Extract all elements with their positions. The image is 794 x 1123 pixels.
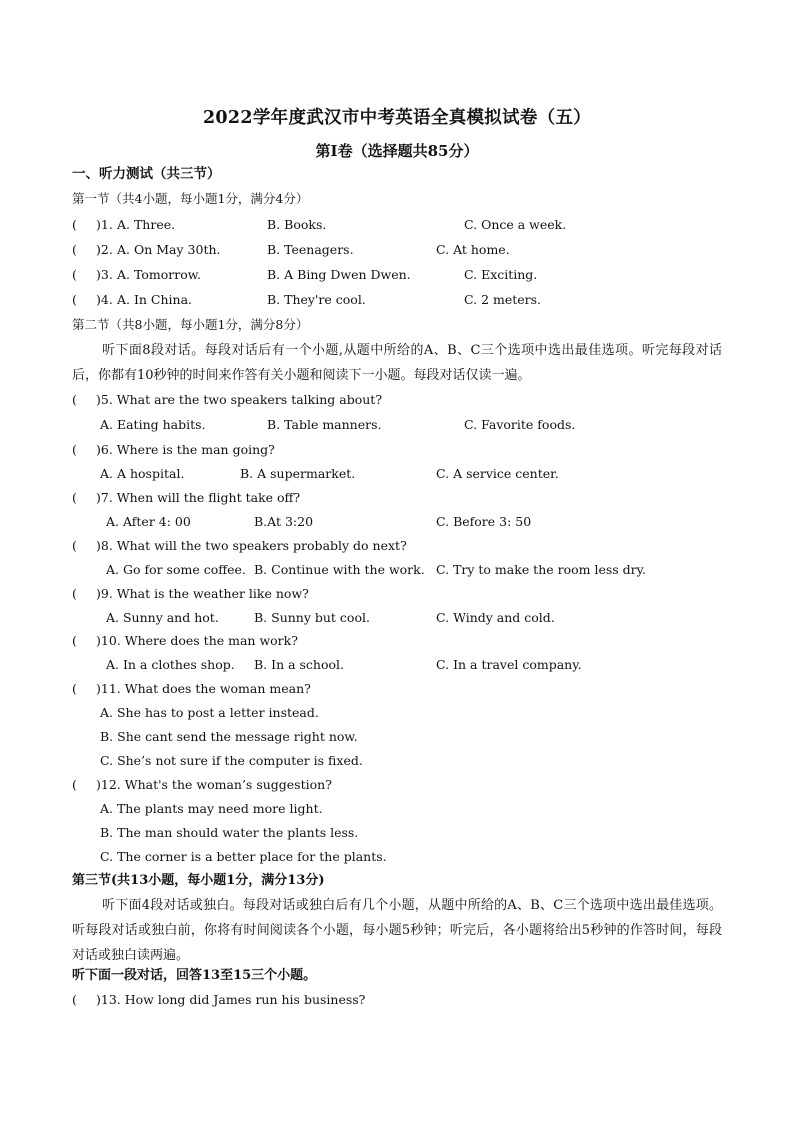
question-stem: )9. What is the weather like now?	[96, 586, 309, 601]
question-stem: )6. Where is the man going?	[96, 442, 275, 457]
option-a[interactable]: A. The plants may need more light.	[100, 801, 323, 816]
answer-paren[interactable]: (	[72, 490, 77, 505]
sec2-heading: 第二节（共8小题，每小题1分，满分8分）	[72, 317, 309, 332]
answer-paren[interactable]: (	[72, 777, 77, 792]
question-number: )2.	[96, 242, 113, 257]
option-c[interactable]: C. Before 3: 50	[436, 514, 532, 529]
sec3-heading: 第三节(共13小题，每小题1分，满分13分)	[72, 873, 325, 888]
option-a[interactable]: A. Eating habits.	[100, 417, 206, 432]
option-b[interactable]: B. The man should water the plants less.	[100, 825, 359, 840]
answer-paren[interactable]: (	[72, 392, 77, 407]
option-a[interactable]: A. On May 30th.	[117, 242, 221, 257]
answer-paren[interactable]: (	[72, 242, 77, 257]
option-b[interactable]: B. Teenagers.	[267, 242, 354, 257]
answer-paren[interactable]: (	[72, 442, 77, 457]
question-stem: )11. What does the woman mean?	[96, 681, 311, 696]
option-b[interactable]: B. Continue with the work.	[254, 562, 425, 577]
option-a[interactable]: A. Three.	[117, 217, 176, 232]
option-c[interactable]: C. A service center.	[436, 466, 559, 481]
option-b[interactable]: B. A supermarket.	[240, 466, 356, 481]
option-b[interactable]: B. A Bing Dwen Dwen.	[267, 267, 411, 282]
option-a[interactable]: A. Sunny and hot.	[106, 610, 219, 625]
option-b[interactable]: B. In a school.	[254, 657, 345, 672]
answer-paren[interactable]: (	[72, 292, 77, 307]
option-b[interactable]: B.At 3:20	[254, 514, 314, 529]
sec2-instructions: 听下面8段对话。每段对话后有一个小题,从题中所给的A、B、C三个选项中选出最佳选项。听完每段对话后，你都有10秒钟的时间来作答有关小题和阅读下一小题。每段对话仅读一遍。	[72, 343, 722, 383]
option-c[interactable]: C. She’s not sure if the computer is fixed.	[100, 753, 363, 768]
answer-paren[interactable]: (	[72, 538, 77, 553]
option-a[interactable]: A. A hospital.	[100, 466, 185, 481]
option-c[interactable]: C. The corner is a better place for the plants.	[100, 849, 387, 864]
answer-paren[interactable]: (	[72, 633, 77, 648]
answer-paren[interactable]: (	[72, 992, 77, 1007]
page-title: 2022学年度武汉市中考英语全真模拟试卷（五）	[202, 108, 592, 128]
option-c[interactable]: C. 2 meters.	[464, 292, 542, 307]
option-a[interactable]: A. In a clothes shop.	[106, 657, 235, 672]
option-c[interactable]: C. At home.	[436, 242, 510, 257]
option-a[interactable]: A. Tomorrow.	[117, 267, 201, 282]
option-c[interactable]: C. Windy and cold.	[436, 610, 555, 625]
page-subtitle: 第I卷（选择题共85分）	[315, 142, 479, 160]
question-stem: )12. What's the woman’s suggestion?	[96, 777, 332, 792]
option-c[interactable]: C. Exciting.	[464, 267, 538, 282]
option-c[interactable]: C. Once a week.	[464, 217, 567, 232]
part1-heading: 一、听力测试（共三节）	[72, 166, 221, 182]
question-stem: )5. What are the two speakers talking about?	[96, 392, 383, 407]
option-b[interactable]: B. Table manners.	[267, 417, 382, 432]
sec3-instructions: 听下面4段对话或独白。每段对话或独白后有几个小题，从题中所给的A、B、C三个选项中选出最佳选项。听每段对话或独白前，你将有时间阅读各个小题，每小题5秒钟；听完后，各小题将给出5秒钟的作答时间，每段对话或独白读两遍。	[72, 898, 722, 963]
option-b[interactable]: B. Sunny but cool.	[254, 610, 370, 625]
question-number: )4.	[96, 292, 113, 307]
answer-paren[interactable]: (	[72, 681, 77, 696]
question-stem: )7. When will the flight take off?	[96, 490, 301, 505]
option-c[interactable]: C. Favorite foods.	[464, 417, 576, 432]
answer-paren[interactable]: (	[72, 586, 77, 601]
option-a[interactable]: A. After 4: 00	[106, 514, 191, 529]
option-a[interactable]: A. In China.	[117, 292, 193, 307]
question-stem: )10. Where does the man work?	[96, 633, 298, 648]
option-b[interactable]: B. Books.	[267, 217, 327, 232]
option-a[interactable]: A. Go for some coffee.	[106, 562, 246, 577]
option-a[interactable]: A. She has to post a letter instead.	[100, 705, 319, 720]
option-b[interactable]: B. They're cool.	[267, 292, 366, 307]
option-c[interactable]: C. In a travel company.	[436, 657, 582, 672]
question-number: )1.	[96, 217, 113, 232]
sec1-heading: 第一节（共4小题，每小题1分，满分4分）	[72, 191, 309, 206]
question-stem: )13. How long did James run his business?	[96, 992, 366, 1007]
option-c[interactable]: C. Try to make the room less dry.	[436, 562, 647, 577]
question-stem: )8. What will the two speakers probably do next?	[96, 538, 407, 553]
answer-paren[interactable]: (	[72, 217, 77, 232]
sec3-sub-heading: 听下面一段对话，回答13至15三个小题。	[72, 968, 317, 983]
question-number: )3.	[96, 267, 113, 282]
option-b[interactable]: B. She cant send the message right now.	[100, 729, 358, 744]
answer-paren[interactable]: (	[72, 267, 77, 282]
